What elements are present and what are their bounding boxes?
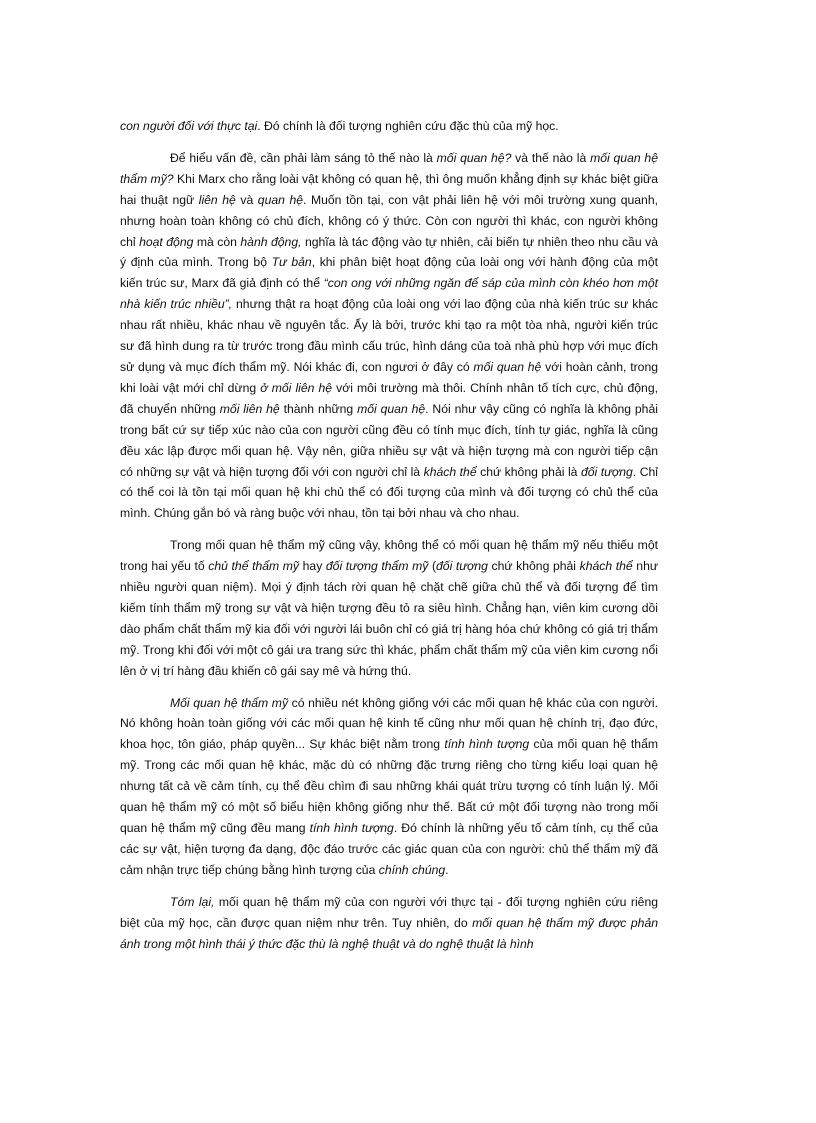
text-segment: . Đó chính là những yếu tố cảm tính, cụ thể của các sự vật, hiện tượng đa dạng, độc đáo trước các giác quan của con người: chủ thể thẩm mỹ đã cảm nhận trực tiếp chúng bằng hình tượng của	[120, 821, 658, 877]
text-segment: hay	[299, 559, 326, 574]
italic-text-segment: đối tượng thẩm mỹ	[325, 559, 429, 574]
italic-text-segment: mối quan hệ thẩm mỹ?	[120, 150, 658, 186]
italic-text-segment: ở mối liên hệ	[260, 380, 333, 395]
italic-text-segment: hành động,	[240, 234, 302, 249]
text-segment: mà còn	[193, 234, 241, 249]
italic-text-segment: Mối quan hệ thẩm mỹ	[170, 695, 289, 710]
italic-text-segment: mối quan hệ?	[436, 150, 512, 165]
text-segment: chứ không phải là	[476, 464, 581, 479]
text-segment: . Chỉ có thể coi là tồn tại mối quan hệ khi chủ thể có đối tượng của mình và đối tượng có chủ thể của mình. Chúng gắn bó và ràng buộc với nhau, tồn tại bởi nhau và cho nhau.	[120, 464, 658, 521]
text-segment: . Muốn tồn tại, con vật phải liên hệ với môi trường xung quanh, nhưng hoàn toàn không có chủ đích, không có ý thức. Còn con người thì khác, con người không chỉ	[120, 192, 658, 249]
text-segment: của mối quan hệ thẩm mỹ. Trong các mối quan hệ khác, mặc dù có những đặc trưng riêng cho từng kiểu loại quan hệ nhưng tất cả về cảm tính, cụ thể đều chìm đi sau những khái quát trừu tượng có tính luận lý. Mối quan hệ thẩm mỹ có một số biểu hiện không giống như thế. Bất cứ một đối tượng nào trong mối quan hệ thẩm mỹ cũng đều mang	[120, 737, 658, 835]
italic-text-segment: mối quan hệ thẩm mỹ được phản ánh trong một hình thái ý thức đặc thù là nghệ thuật và do nghệ thuật là hình	[120, 915, 658, 951]
italic-text-segment: khách thể	[423, 464, 477, 479]
text-segment: (	[428, 559, 437, 574]
text-segment: . Nói như vậy cũng có nghĩa là không phải trong bất cứ sự tiếp xúc nào của con người cũng đều có tính mục đích, tính tự giác, nghĩa là cũng đều xác lập được mối quan hệ. Vậy nên, giữa nhiều sự vật và hiện tượng mà con người tiếp cận có những sự vật và hiện tượng đối với con người chỉ là	[120, 401, 658, 479]
italic-text-segment: đối tượng	[580, 464, 633, 479]
document-page	[120, 116, 658, 965]
italic-text-segment: chủ thể thẩm mỹ	[208, 559, 300, 574]
italic-text-segment: đối tượng	[436, 559, 488, 574]
italic-text-segment: quan hệ	[257, 192, 304, 207]
text-segment: mối quan hệ thẩm mỹ của con người với thực tại - đối tượng nghiên cứu riêng biệt của mỹ học, cần được quan niệm như trên. Tuy nhiên, do	[120, 894, 659, 930]
text-segment: , khi phân biệt hoạt động của loài ong với hành động của một kiến trúc sư, Marx đã giả định có thể	[120, 255, 658, 291]
paragraph-5	[120, 892, 658, 955]
text-segment: Trong mối quan hệ thẩm mỹ cũng vậy, không thể có mối quan hệ thẩm mỹ nếu thiếu một trong hai yếu tố	[120, 538, 658, 574]
italic-text-segment: mối quan hệ	[357, 401, 426, 416]
paragraph-3	[120, 535, 658, 681]
italic-text-segment: khách thể	[579, 559, 633, 574]
italic-text-segment: tính hình tượng	[444, 737, 530, 752]
italic-text-segment: Tóm lại,	[170, 894, 215, 909]
text-segment: thành những	[279, 401, 358, 416]
italic-text-segment: tính hình tượng	[309, 821, 394, 835]
text-segment: .	[445, 862, 449, 877]
paragraph-4	[120, 693, 658, 881]
text-segment: có nhiều nét không giống với các mối quan hệ khác của con người. Nó không hoàn toàn giống với các mối quan hệ kinh tế cũng như mối quan hệ chính trị, đạo đức, khoa học, tôn giáo, pháp quyền... Sự khác biệt nằm trong	[120, 695, 658, 752]
text-segment: Khi Marx cho rằng loài vật không có quan hệ, thì ông muốn khẳng định sự khác biệt giữa hai thuật ngữ	[120, 171, 658, 207]
text-segment: nghĩa là tác động vào tự nhiên, cải biến tự nhiên theo nhu cầu và ý định của mình. Trong bộ	[120, 234, 658, 270]
paragraph-1	[120, 116, 658, 137]
italic-text-segment: hoạt động	[139, 234, 194, 249]
italic-text-segment: “con ong với những ngăn để sáp của mình còn khéo hơn một nhà kiến trúc nhiều”,	[120, 276, 659, 312]
italic-text-segment: con người đối với thực tại	[120, 119, 258, 133]
text-segment: chứ không phải	[487, 559, 580, 574]
text-segment: với môi trường mà thôi. Chính nhân tố tích cực, chủ động, đã chuyển những	[120, 380, 658, 416]
text-segment: với hoàn cảnh, trong khi loài vật mới chỉ dừng	[120, 359, 659, 395]
text-segment: và	[235, 192, 258, 207]
text-segment: Để hiểu vấn đề, cần phải làm sáng tỏ thế nào là	[170, 150, 437, 165]
italic-text-segment: mối quan hệ	[473, 359, 542, 374]
text-segment: . Đó chính là đối tượng nghiên cứu đặc thù của mỹ học.	[257, 119, 559, 133]
italic-text-segment: mối liên hệ	[219, 401, 280, 416]
paragraph-2	[120, 148, 658, 524]
italic-text-segment: Tư bản	[271, 255, 312, 270]
italic-text-segment: chính chúng	[378, 862, 446, 877]
text-segment: như nhiều người quan niệm). Mọi ý định tách rời quan hệ chặt chẽ giữa chủ thể và đối tượng để tìm kiếm tính thẩm mỹ trong sự vật và hiện tượng đều tỏ ra siêu hình. Chẳng hạn, viên kim cương dồi dào phẩm chất thẩm mỹ kia đối với người lái buôn chỉ có giá trị hàng hóa chứ không có giá trị thẩm mỹ. Trong khi đối với một cô gái ưa trang sức thì khác, phẩm chất thẩm mỹ của viên kim cương nổi lên ở vị trí hàng đầu khiến cô gái say mê và hứng thú.	[120, 559, 659, 678]
text-segment: nhưng thật ra hoạt động của loài ong với lao động của nhà kiến trúc sư khác nhau rất nhiều, khác nhau về nguyên tắc. Ấy là bởi, trước khi tạo ra một tòa nhà, người kiến trúc sư đã hình dung ra từ trước trong đầu mình cấu trúc, hình dáng của toà nhà phù hợp với mục đích sử dụng và mục đích thẩm mỹ. Nói khác đi, con ngươi ở đây có	[120, 297, 658, 374]
italic-text-segment: liên hệ	[198, 192, 236, 207]
text-segment: và thế nào là	[511, 150, 591, 165]
